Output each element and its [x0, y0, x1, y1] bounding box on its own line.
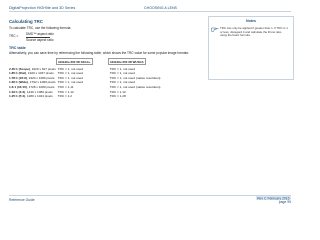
- notes-title: Notes: [246, 19, 256, 23]
- table-header-row: [9, 58, 160, 66]
- trc-wuxga-cell: TRC = 1.28: [109, 94, 126, 99]
- format-cell: [9, 80, 56, 85]
- trc-sxga-cell: TRC = 1.11: [57, 84, 74, 89]
- format-ratio: 2.35:1 (Scope): [9, 66, 30, 71]
- header-divider: [9, 11, 291, 12]
- format-ratio: 1.33:1 (4:3): [9, 89, 26, 94]
- format-resolution: , 1920 x 817 pixels: [29, 66, 56, 71]
- format-resolution: , 1920 x 1080 pixels: [26, 75, 55, 80]
- notes-panel: [208, 16, 294, 80]
- format-ratio: 1.66:1 (Wide): [9, 80, 29, 85]
- trc-sxga-cell: TRC = 1.12: [57, 89, 74, 94]
- format-resolution: , 1920 x 1037 pixels: [26, 71, 54, 76]
- table-intro-text: Alternatively, you can save time by referencing the following table, which shows the TRC value for some popular image formats:: [9, 51, 189, 56]
- intro-text: To calculate TRC, use the following formula:: [9, 26, 72, 30]
- trc-table: [9, 58, 160, 99]
- trc-sxga-cell: TRC = 1, not used: [57, 75, 83, 80]
- format-cell: [9, 75, 56, 80]
- footer-right: [256, 196, 291, 204]
- format-resolution: , 1792 x 1080 pixels: [28, 80, 56, 85]
- table-row: [9, 94, 160, 99]
- notes-body: TRC can only be applied if greater than 1. If TRC is 1 or less, disregard it and calculate the throw ratio using the basic formula.: [220, 26, 288, 38]
- table-header-sxga: [56, 58, 108, 66]
- footer-divider: [9, 195, 291, 196]
- trc-formula: [9, 32, 197, 44]
- format-cell: [9, 71, 56, 76]
- pointing-hand-icon: [211, 26, 219, 32]
- header-chapter-title: CHOOSING A LENS: [144, 6, 177, 10]
- table-header-wuxga-label: HIGHlite 660 3D WUXGA: [108, 58, 146, 65]
- section-title: Calculating TRC: [9, 19, 43, 24]
- trc-sxga-cell: TRC = 1, not used: [57, 66, 83, 71]
- trc-wuxga-cell: TRC = 1, not used: [109, 80, 135, 85]
- trc-wuxga-cell: TRC = 1.12: [109, 89, 126, 94]
- trc-sxga-cell: TRC = 1, not used: [57, 71, 83, 76]
- formula-numerator: DMD™ aspect ratio: [26, 31, 54, 36]
- trc-wuxga-cell: TRC = 1, not used: [109, 71, 135, 76]
- format-ratio: 1.6:1 (16:10): [9, 84, 27, 89]
- trc-wuxga-cell: TRC = 1, not used (native resolution): [109, 75, 161, 80]
- format-resolution: , 1280 x 1024 pixels: [25, 94, 53, 99]
- header-product-title: DigitalProjection HIGHlite and 3D Series: [9, 6, 76, 10]
- table-header-sxga-label: HIGHlite 660 3D SXGA+: [56, 58, 93, 65]
- format-cell: [9, 66, 56, 71]
- subsection-title: TRC table: [9, 45, 26, 50]
- table-header-wuxga: [108, 58, 161, 66]
- main-content: [9, 19, 197, 98]
- formula-denominator: Source aspect ratio: [26, 38, 54, 42]
- format-ratio: 1.78:1 (16:9): [9, 75, 27, 80]
- formula-lhs: TRC =: [9, 34, 19, 39]
- page-number: page 95: [278, 200, 291, 204]
- footer-guide-title: Reference Guide: [9, 198, 35, 202]
- format-ratio: 1.25:1 (5:4): [9, 94, 26, 99]
- format-cell: [9, 85, 56, 90]
- table-header-format: [9, 58, 56, 66]
- format-resolution: , 1728 x 1080 pixels: [26, 84, 55, 89]
- trc-sxga-cell: TRC = 1.2: [57, 94, 72, 99]
- format-cell: [9, 94, 56, 99]
- revision-badge: Rev C February 2016: [257, 196, 290, 200]
- format-resolution: , 1440 x 1080 pixels: [25, 89, 53, 94]
- trc-wuxga-cell: TRC = 1, not used (native resolution): [109, 84, 161, 89]
- trc-sxga-cell: TRC = 1, not used: [57, 80, 83, 85]
- trc-wuxga-cell: TRC = 1, not used: [109, 66, 135, 71]
- format-cell: [9, 89, 56, 94]
- format-ratio: 1.85:1 (Flat): [9, 71, 27, 76]
